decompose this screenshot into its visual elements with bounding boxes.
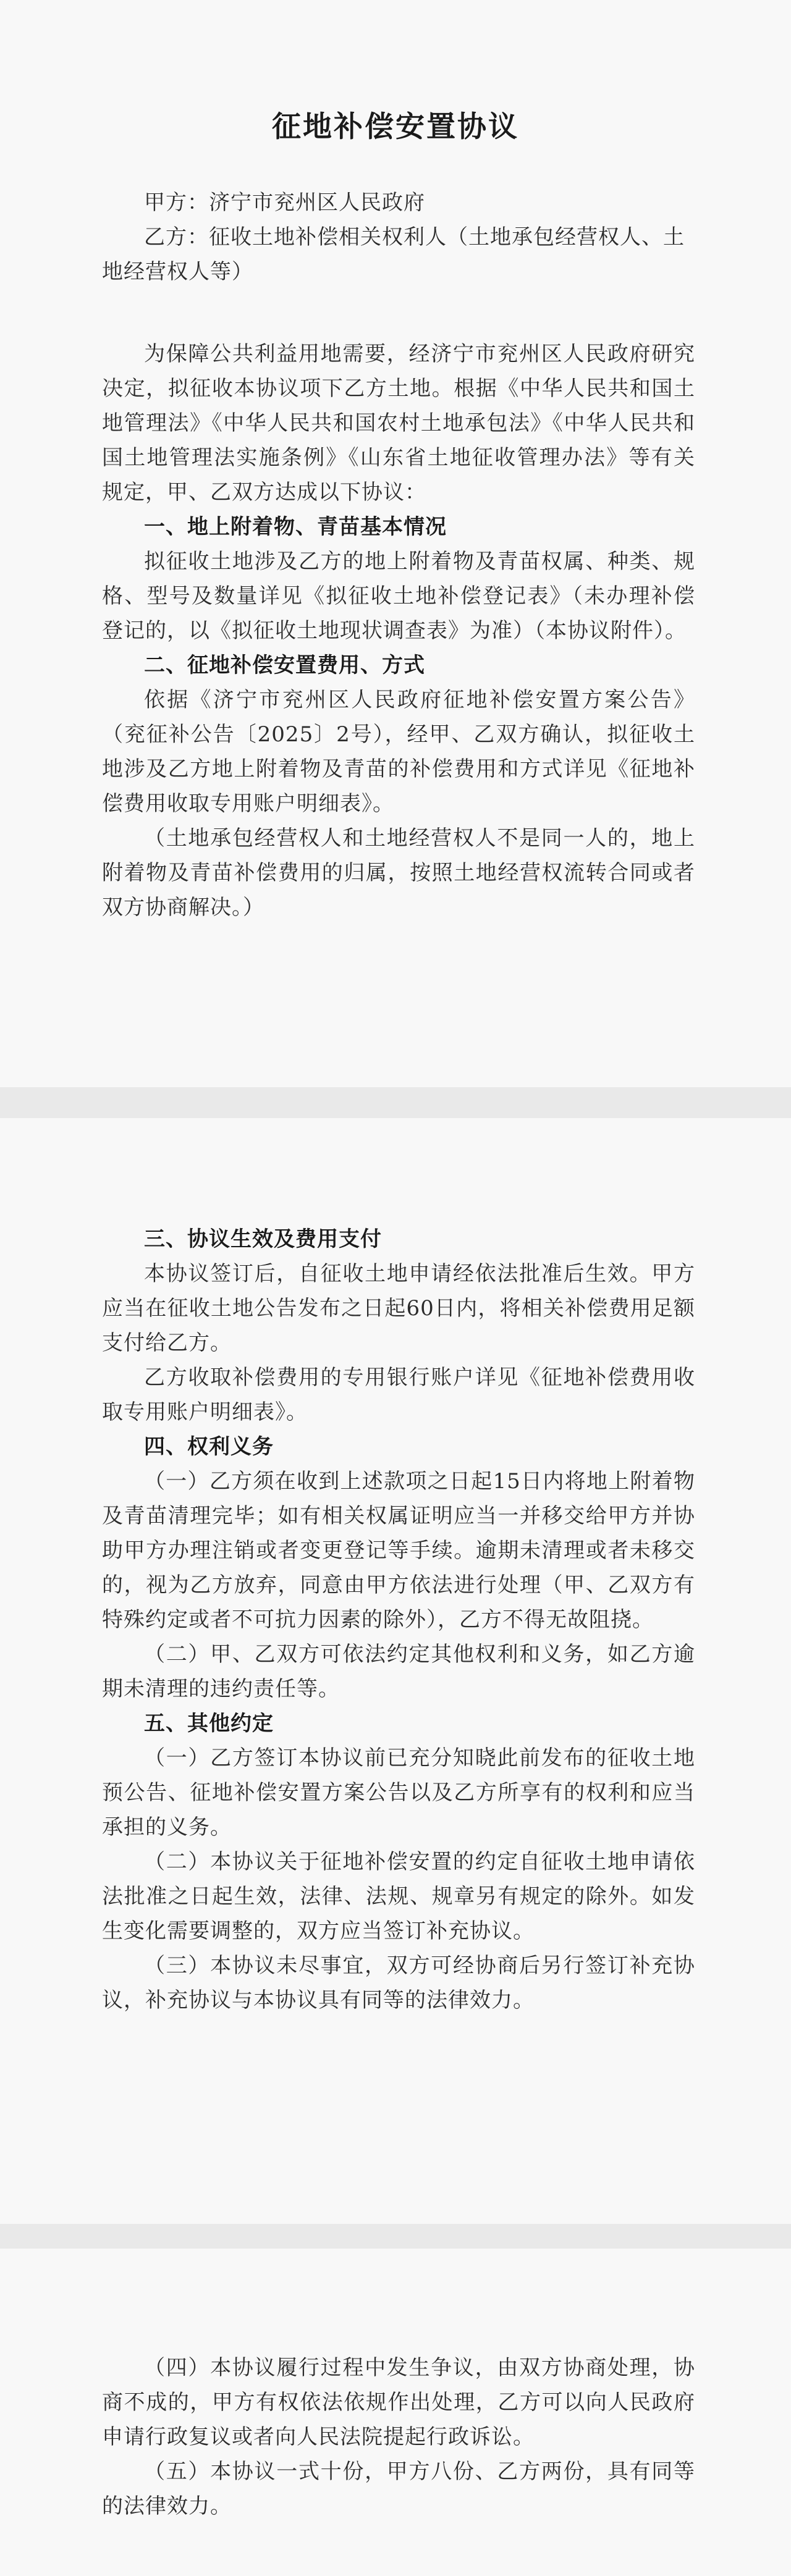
party-b: 乙方：征收土地补偿相关权利人（土地承包经营权人、土地经营权人等） [102, 225, 685, 284]
body-block-2 [102, 1222, 695, 2018]
section-5-paragraph-3: （三）本协议未尽事宜，双方可经协商后另行签订补充协议，补充协议与本协议具有同等的法律效力。 [102, 1953, 695, 2013]
section-4-paragraph-2: （二）甲、乙双方可依法约定其他权利和义务，如乙方逾期未清理的违约责任等。 [102, 1642, 695, 1701]
section-5-paragraph-5: （五）本协议一式十份，甲方八份、乙方两份，具有同等的法律效力。 [102, 2459, 695, 2519]
section-2-note: （土地承包经营权人和土地经营权人不是同一人的，地上附着物及青苗补偿费用的归属，按照土地经营权流转合同或者双方协商解决。） [102, 826, 695, 920]
section-1-heading: 一、地上附着物、青苗基本情况 [144, 515, 447, 539]
section-4-heading: 四、权利义务 [144, 1434, 274, 1459]
document-title: 征地补偿安置协议 [272, 110, 519, 144]
body-block-1 [102, 337, 695, 925]
section-5-paragraph-4: （四）本协议履行过程中发生争议，由双方协商处理，协商不成的，甲方有权依法依规作出处理，乙方可以向人民政府申请行政复议或者向人民法院提起行政诉讼。 [102, 2355, 695, 2449]
document-page-3 [0, 2249, 791, 2576]
section-3-paragraph-2: 乙方收取补偿费用的专用银行账户详见《征地补偿费用收取专用账户明细表》。 [102, 1365, 695, 1425]
section-5-paragraph-1: （一）乙方签订本协议前已充分知晓此前发布的征收土地预公告、征地补偿安置方案公告以及乙方所享有的权利和应当承担的义务。 [102, 1746, 695, 1840]
parties-block [102, 185, 695, 289]
document-page-1 [0, 0, 791, 1087]
document-page-2 [0, 1118, 791, 2224]
section-3-paragraph-1: 本协议签订后，自征收土地申请经依法批准后生效。甲方应当在征收土地公告发布之日起60日内，将相关补偿费用足额支付给乙方。 [102, 1261, 695, 1355]
section-5-paragraph-2: （二）本协议关于征地补偿安置的约定自征收土地申请依法批准之日起生效，法律、法规、规章另有规定的除外。如发生变化需要调整的，双方应当签订补充协议。 [102, 1850, 695, 1943]
party-a: 甲方：济宁市兖州区人民政府 [144, 190, 425, 215]
section-5-heading: 五、其他约定 [144, 1711, 274, 1736]
section-2-text: 依据《济宁市兖州区人民政府征地补偿安置方案公告》（兖征补公告〔2025〕2号），经甲、乙双方确认，拟征收土地涉及乙方地上附着物及青苗的补偿费用和方式详见《征地补偿费用收取专用账户明细表》。 [102, 688, 695, 816]
section-4-paragraph-1: （一）乙方须在收到上述款项之日起15日内将地上附着物及青苗清理完毕；如有相关权属证明应当一并移交给甲方并协助甲方办理注销或者变更登记等手续。逾期未清理或者未移交的，视为乙方放弃，同意由甲方依法进行处理（甲、乙双方有特殊约定或者不可抗力因素的除外），乙方不得无故阻挠。 [102, 1469, 695, 1632]
section-1-text: 拟征收土地涉及乙方的地上附着物及青苗权属、种类、规格、型号及数量详见《拟征收土地补偿登记表》（未办理补偿登记的，以《拟征收土地现状调查表》为准）（本协议附件）。 [102, 549, 695, 643]
body-block-3 [102, 2351, 695, 2523]
section-3-heading: 三、协议生效及费用支付 [144, 1227, 382, 1252]
section-2-heading: 二、征地补偿安置费用、方式 [144, 653, 425, 678]
preamble: 为保障公共利益用地需要，经济宁市兖州区人民政府研究决定，拟征收本协议项下乙方土地。根据《中华人民共和国土地管理法》《中华人民共和国农村土地承包法》《中华人民共和国土地管理法实施条例》《山东省土地征收管理办法》等有关规定，甲、乙双方达成以下协议： [102, 342, 695, 505]
